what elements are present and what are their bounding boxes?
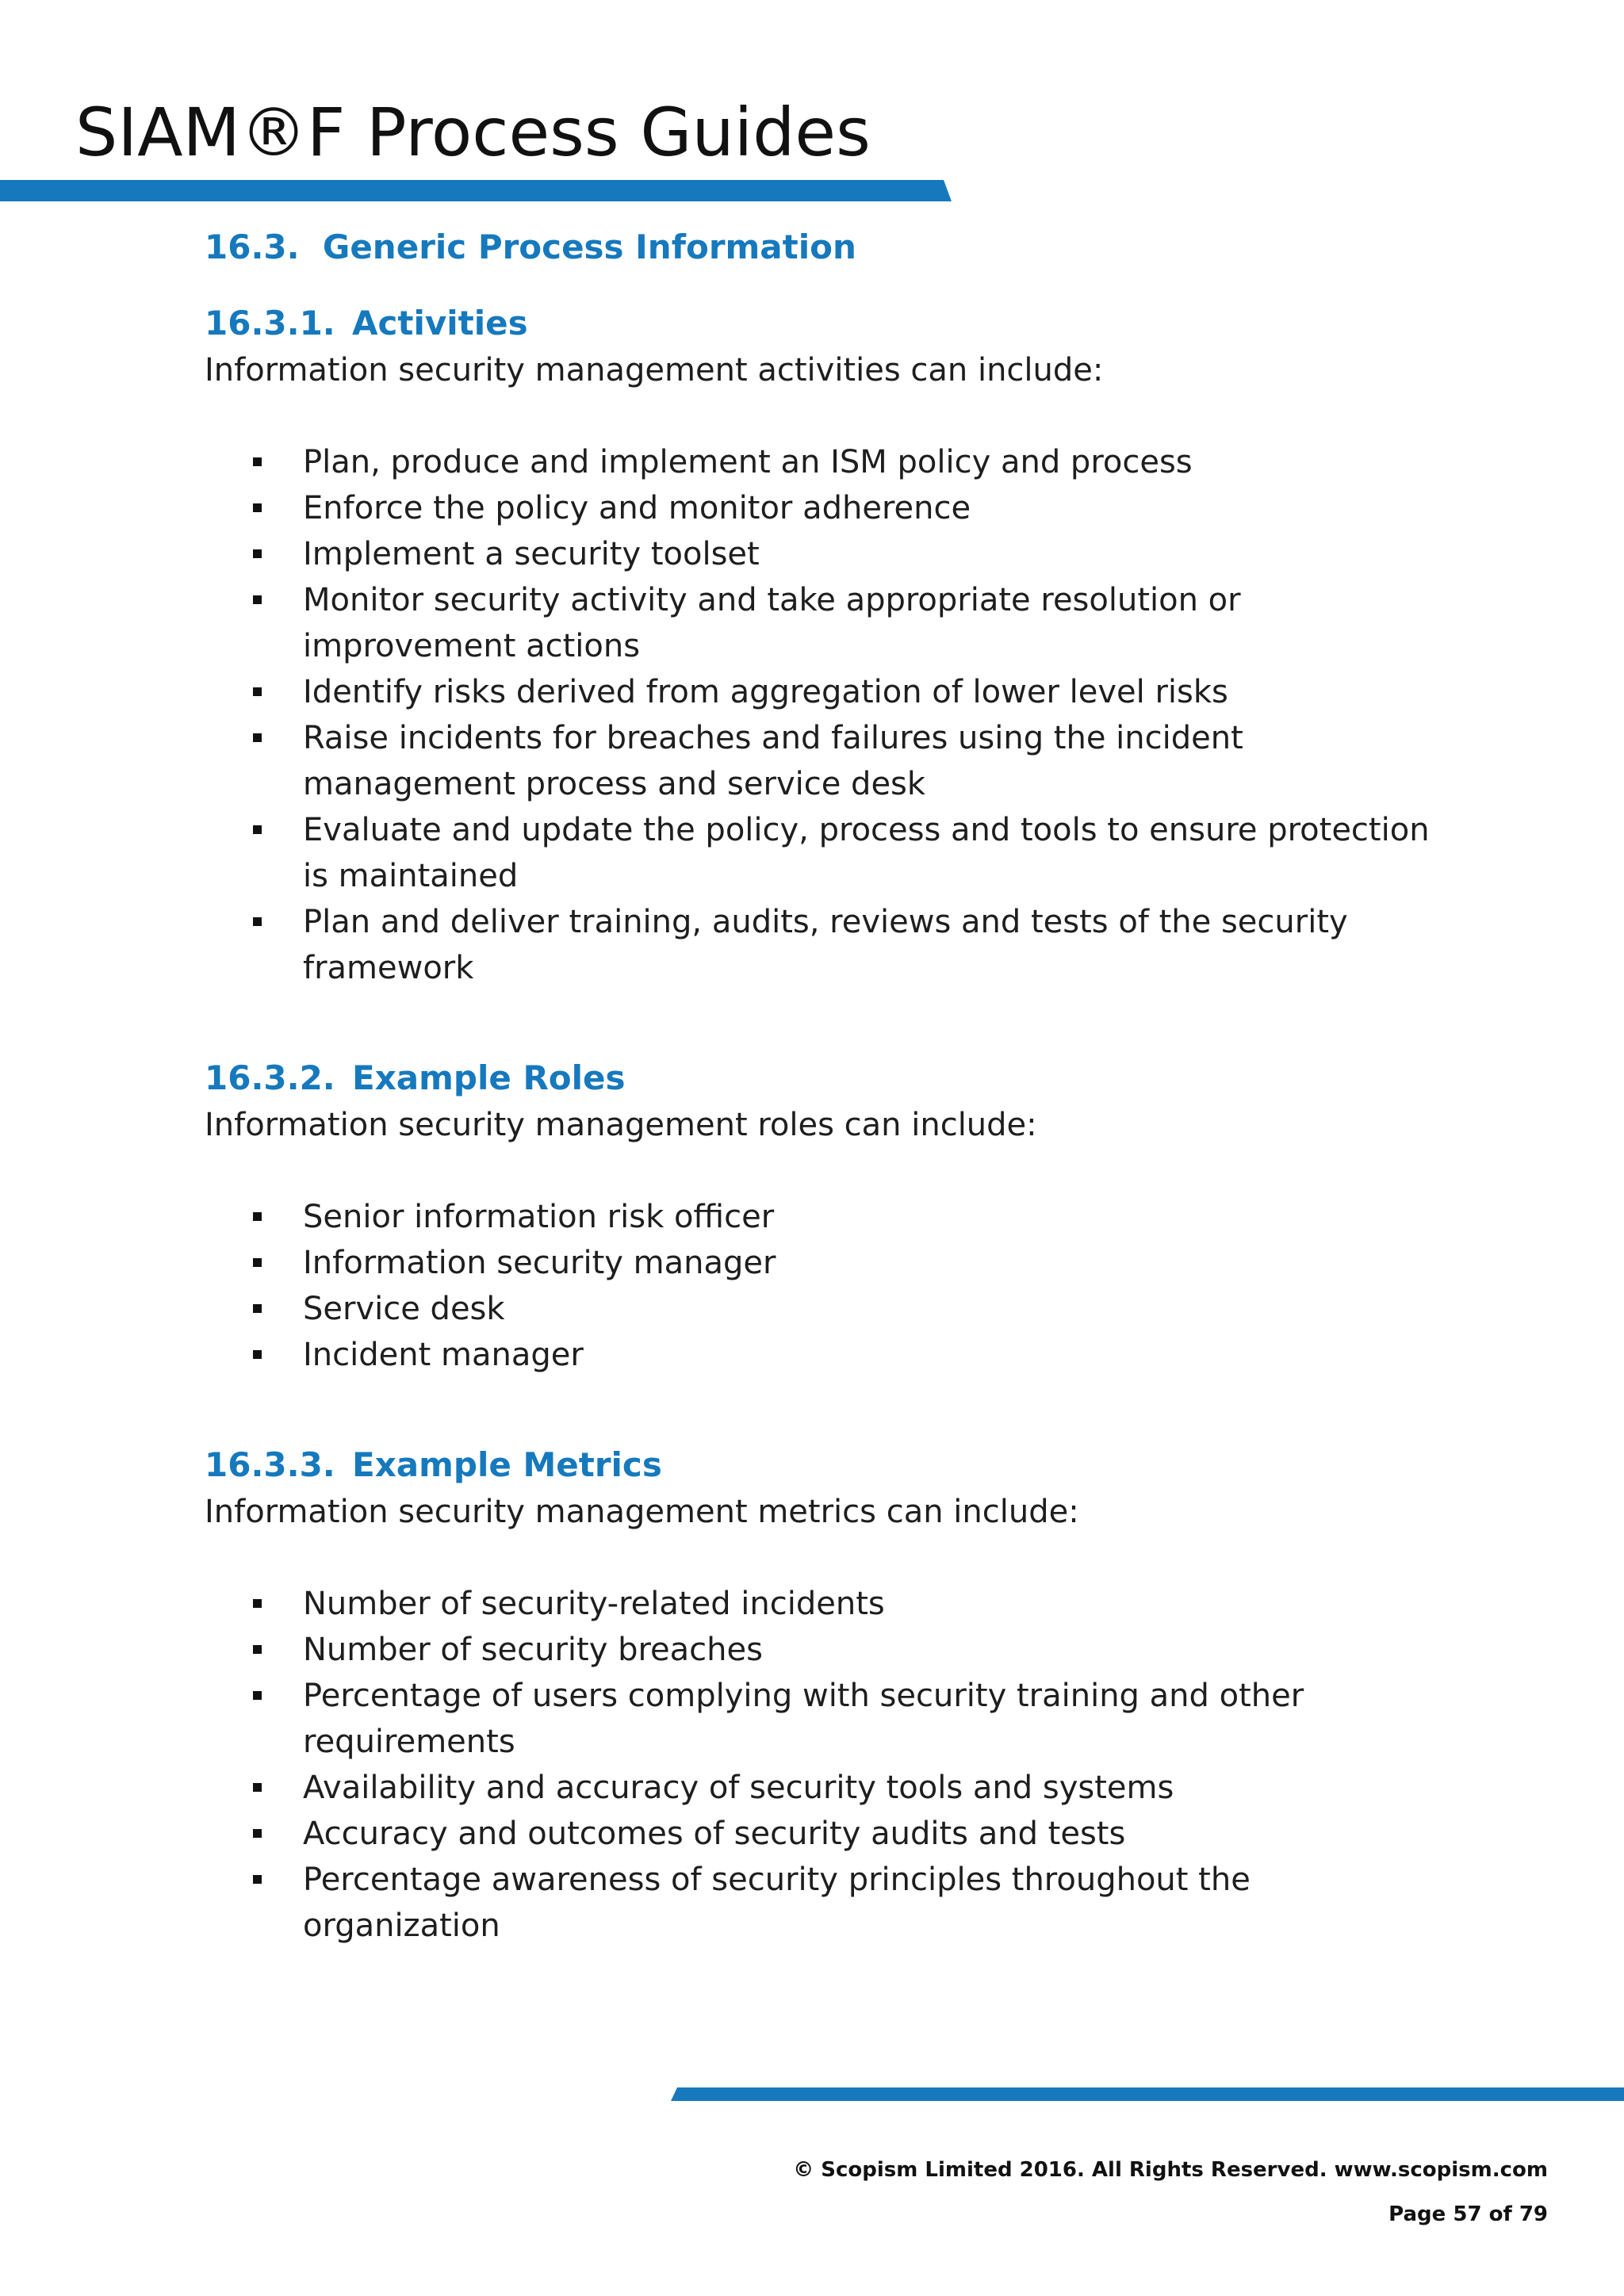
page-title: SIAM®F Process Guides xyxy=(75,94,871,171)
list-item: Percentage of users complying with security training and other requirements xyxy=(205,1673,1445,1765)
subsection-heading-roles xyxy=(205,1054,1473,1102)
list-item: Monitor security activity and take appropriate resolution or improvement actions xyxy=(205,577,1445,669)
subsection-number: 16.3.3. xyxy=(205,1445,335,1484)
bullet-icon xyxy=(253,733,262,742)
document-body xyxy=(205,224,1473,1949)
list-item: Service desk xyxy=(205,1286,1445,1332)
list-item: Plan, produce and implement an ISM policy and process xyxy=(205,439,1445,485)
page-number: Page 57 of 79 xyxy=(1388,2202,1548,2226)
bullet-icon xyxy=(253,457,262,466)
subsection-intro: Information security management metrics can include: xyxy=(205,1494,1079,1530)
bullet-icon xyxy=(253,1691,262,1700)
list-item: Raise incidents for breaches and failures using the incident management process and service desk xyxy=(205,715,1445,807)
list-item: Percentage awareness of security principles throughout the organization xyxy=(205,1857,1445,1949)
header-bar xyxy=(0,180,952,201)
metrics-list xyxy=(205,1581,1473,1949)
subsection-heading-activities xyxy=(205,300,1473,347)
list-item: Accuracy and outcomes of security audits and tests xyxy=(205,1811,1445,1857)
roles-list xyxy=(205,1194,1473,1378)
footer-bar xyxy=(671,2087,1624,2101)
subsection-intro: Information security management activities can include: xyxy=(205,352,1104,388)
footer-copyright: © Scopism Limited 2016. All Rights Reserved. www.scopism.com xyxy=(793,2158,1548,2182)
list-item: Implement a security toolset xyxy=(205,531,1445,577)
list-item: Availability and accuracy of security tools and systems xyxy=(205,1765,1445,1811)
bullet-icon xyxy=(253,1783,262,1792)
list-item: Number of security-related incidents xyxy=(205,1581,1445,1627)
list-item: Incident manager xyxy=(205,1332,1445,1378)
list-item: Enforce the policy and monitor adherence xyxy=(205,485,1445,531)
subsection-intro: Information security management roles can include: xyxy=(205,1107,1037,1143)
list-item: Plan and deliver training, audits, reviews and tests of the security framework xyxy=(205,899,1445,991)
list-item: Evaluate and update the policy, process and tools to ensure protection is maintained xyxy=(205,807,1445,899)
subsection-heading-metrics xyxy=(205,1441,1473,1489)
bullet-icon xyxy=(253,1258,262,1267)
bullet-icon xyxy=(253,503,262,512)
list-item: Number of security breaches xyxy=(205,1627,1445,1673)
bullet-icon xyxy=(253,1875,262,1884)
subsection-title: Example Roles xyxy=(352,1058,626,1097)
bullet-icon xyxy=(253,1829,262,1838)
subsection-title: Example Metrics xyxy=(352,1445,662,1484)
list-item: Information security manager xyxy=(205,1240,1445,1286)
bullet-icon xyxy=(253,1645,262,1654)
bullet-icon xyxy=(253,1599,262,1608)
section-number: 16.3. xyxy=(205,228,300,266)
bullet-icon xyxy=(253,1304,262,1313)
bullet-icon xyxy=(253,825,262,834)
activities-list xyxy=(205,439,1473,991)
bullet-icon xyxy=(253,1212,262,1221)
bullet-icon xyxy=(253,549,262,558)
bullet-icon xyxy=(253,1350,262,1359)
section-title: Generic Process Information xyxy=(322,228,856,266)
bullet-icon xyxy=(253,595,262,604)
subsection-number: 16.3.2. xyxy=(205,1058,335,1097)
bullet-icon xyxy=(253,687,262,696)
list-item: Identify risks derived from aggregation of lower level risks xyxy=(205,669,1445,715)
subsection-title: Activities xyxy=(352,304,528,342)
subsection-number: 16.3.1. xyxy=(205,304,335,342)
list-item: Senior information risk officer xyxy=(205,1194,1445,1240)
section-heading xyxy=(205,224,1473,271)
bullet-icon xyxy=(253,917,262,926)
